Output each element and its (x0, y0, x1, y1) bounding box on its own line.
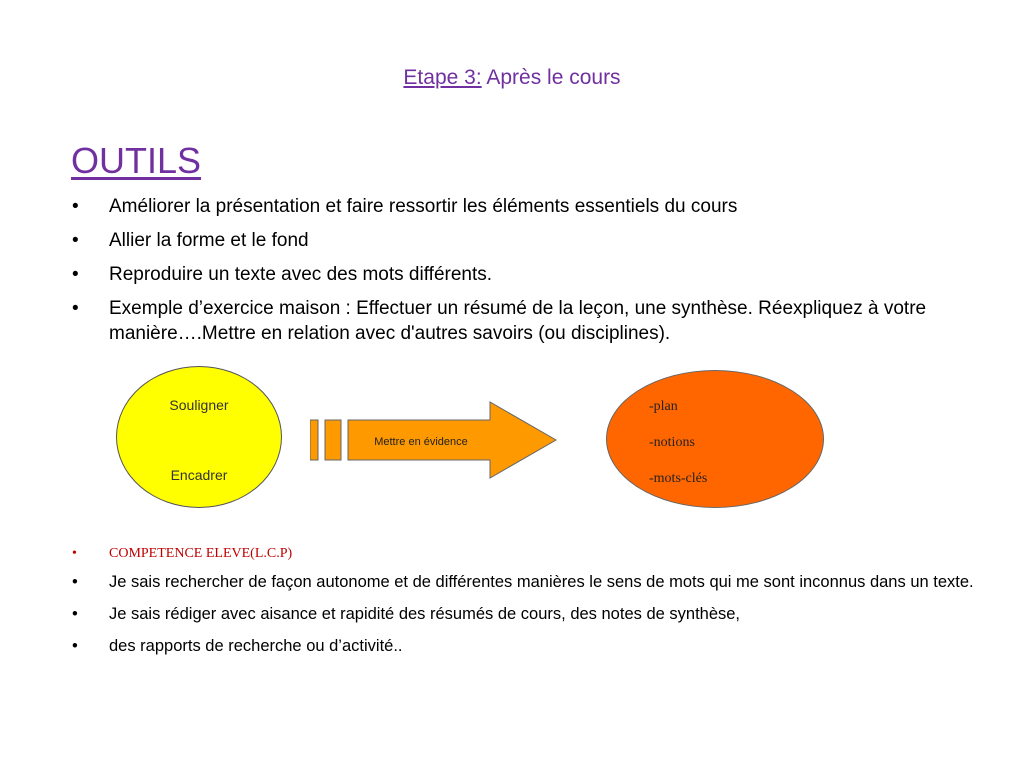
right-circle-item: -notions (649, 435, 695, 450)
bullet-marker: • (72, 573, 78, 591)
left-circle-bottom-label: Encadrer (170, 467, 228, 483)
left-circle (116, 366, 282, 508)
section-heading: OUTILS (71, 140, 202, 181)
list-item-text: Allier la forme et le fond (109, 230, 309, 251)
bullet-marker: • (72, 546, 77, 561)
bullet-marker: • (72, 605, 78, 623)
tools-list (70, 194, 980, 355)
right-circle-item: -mots-clés (649, 471, 708, 486)
list-item (70, 228, 980, 253)
arrow-label: Mettre en évidence (374, 436, 468, 448)
diagram (110, 362, 830, 512)
list-item-text: Je sais rédiger avec aisance et rapidité des résumés de cours, des notes de synthèse, (109, 605, 741, 623)
right-circle (606, 370, 824, 508)
arrow-shape (310, 400, 560, 482)
left-circle-top-label: Souligner (169, 397, 229, 413)
list-item-text: Je sais rechercher de façon autonome et de différentes manières le sens de mots qui me sont inconnus dans un texte. (109, 573, 974, 591)
right-circle-item: -plan (649, 399, 678, 414)
bullet-marker: • (72, 230, 79, 251)
list-item (70, 296, 980, 346)
arrow-stripe-2 (325, 420, 341, 460)
list-item-text: des rapports de recherche ou d’activité.. (109, 637, 403, 655)
list-item (70, 194, 980, 219)
arrow-stripe-1 (310, 420, 318, 460)
list-item-text: Améliorer la présentation et faire ressortir les éléments essentiels du cours (109, 196, 738, 217)
slide-title (0, 66, 1024, 90)
competence-heading (70, 542, 980, 566)
bullet-marker: • (72, 298, 79, 319)
list-item (70, 602, 980, 626)
title-rest: Après le cours (481, 66, 621, 89)
list-item (70, 262, 980, 287)
list-item (70, 570, 980, 594)
list-item-text: Reproduire un texte avec des mots différents. (109, 264, 493, 285)
competence-heading-text: COMPETENCE ELEVE(L.C.P) (109, 546, 293, 561)
list-item-text: Exemple d’exercice maison : Effectuer un résumé de la leçon, une synthèse. Réexpliquez à votre manière….Mettre en relation avec d'autres savoirs (ou disciplines). (109, 298, 927, 344)
bullet-marker: • (72, 264, 79, 285)
competence-list (70, 542, 980, 666)
bullet-marker: • (72, 637, 78, 655)
title-prefix: Etape 3: (403, 66, 482, 89)
list-item (70, 634, 980, 658)
bullet-marker: • (72, 196, 79, 217)
